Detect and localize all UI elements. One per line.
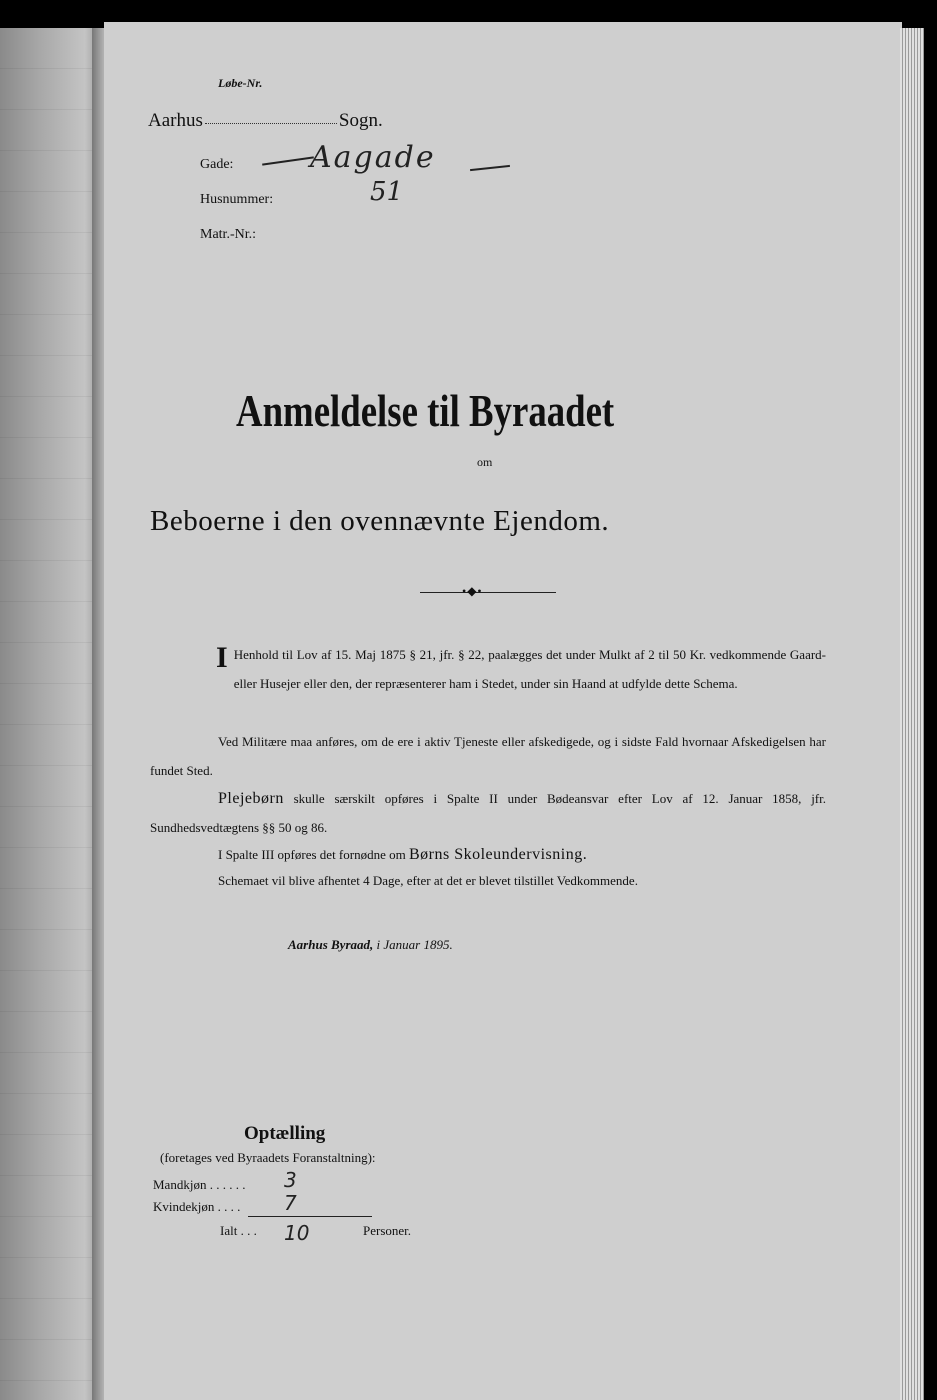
signature-line <box>288 937 453 953</box>
drop-cap: I <box>216 641 228 674</box>
paragraph-1-text: Henhold til Lov af 15. Maj 1875 § 21, jfr. § 22, paalægges det under Mulkt af 2 til 50 Kr. vedkommende Gaard- eller Husejer eller den, der repræsenterer ham i Stedet, under sin Haand at udfylde dette Schema. <box>233 647 826 691</box>
gade-label: Gade: <box>200 157 234 172</box>
counting-subtitle: (foretages ved Byraadets Foranstaltning): <box>160 1150 376 1165</box>
page-edges <box>900 28 924 1400</box>
paragraph-3 <box>150 784 826 842</box>
document-subtitle: Beboerne i den ovennævnte Ejendom. <box>150 505 610 537</box>
borns-skole-emphasis: Børns Skoleundervisning. <box>408 846 588 863</box>
city-name: Aarhus <box>148 110 203 131</box>
lobe-nr-label: Løbe-Nr. <box>218 76 263 90</box>
title-om: om <box>477 455 493 469</box>
parish-line <box>148 110 383 132</box>
signature-date: i Januar 1895. <box>376 937 453 952</box>
document-title: Anmeldelse til Byraadet <box>236 385 615 436</box>
ialt-handwritten-value: 10 <box>284 1221 310 1245</box>
ialt-label: Ialt . . . <box>220 1223 257 1238</box>
signature-name: Aarhus Byraad, <box>288 937 374 952</box>
paragraph-4-text: I Spalte III opføres det fornødne om <box>218 847 406 862</box>
plejeborn-emphasis: Plejebørn <box>218 790 284 807</box>
counting-title: Optælling <box>244 1123 326 1144</box>
sogn-label: Sogn. <box>338 110 383 131</box>
personer-label: Personer. <box>363 1223 412 1238</box>
paragraph-4 <box>150 840 826 869</box>
husnummer-label: Husnummer: <box>200 192 274 207</box>
sogn-dotted-field <box>205 123 337 124</box>
sum-line <box>248 1216 372 1217</box>
paragraph-3-text: skulle særskilt opføres i Spalte II under Bødeansvar efter Lov af 12. Januar 1858, jfr. Sundhedsvedtægtens §§ 50 og 86. <box>150 791 827 835</box>
kvindekjon-handwritten-value: 7 <box>284 1191 297 1215</box>
left-page-lines <box>0 28 100 1400</box>
mandkjon-label: Mandkjøn . . . . . . <box>153 1177 246 1192</box>
left-page <box>0 28 100 1400</box>
gade-handwritten-value: Aagade <box>310 140 436 175</box>
ornamental-divider <box>420 592 556 595</box>
husnummer-handwritten-value: 51 <box>370 177 404 207</box>
paragraph-1 <box>150 640 826 698</box>
mandkjon-handwritten-value: 3 <box>284 1168 297 1192</box>
paragraph-2: Ved Militære maa anføres, om de ere i aktiv Tjeneste eller afskedigede, og i sidste Fald hvornaar Afskedigelsen har fundet Sted. <box>150 734 826 778</box>
kvindekjon-label: Kvindekjøn . . . . <box>153 1199 241 1214</box>
matr-nr-label: Matr.-Nr.: <box>200 227 256 242</box>
divider-ornament: •◆• <box>462 584 483 598</box>
paragraph-5: Schemaet vil blive afhentet 4 Dage, efter at det er blevet tilstillet Vedkommende. <box>218 873 638 888</box>
